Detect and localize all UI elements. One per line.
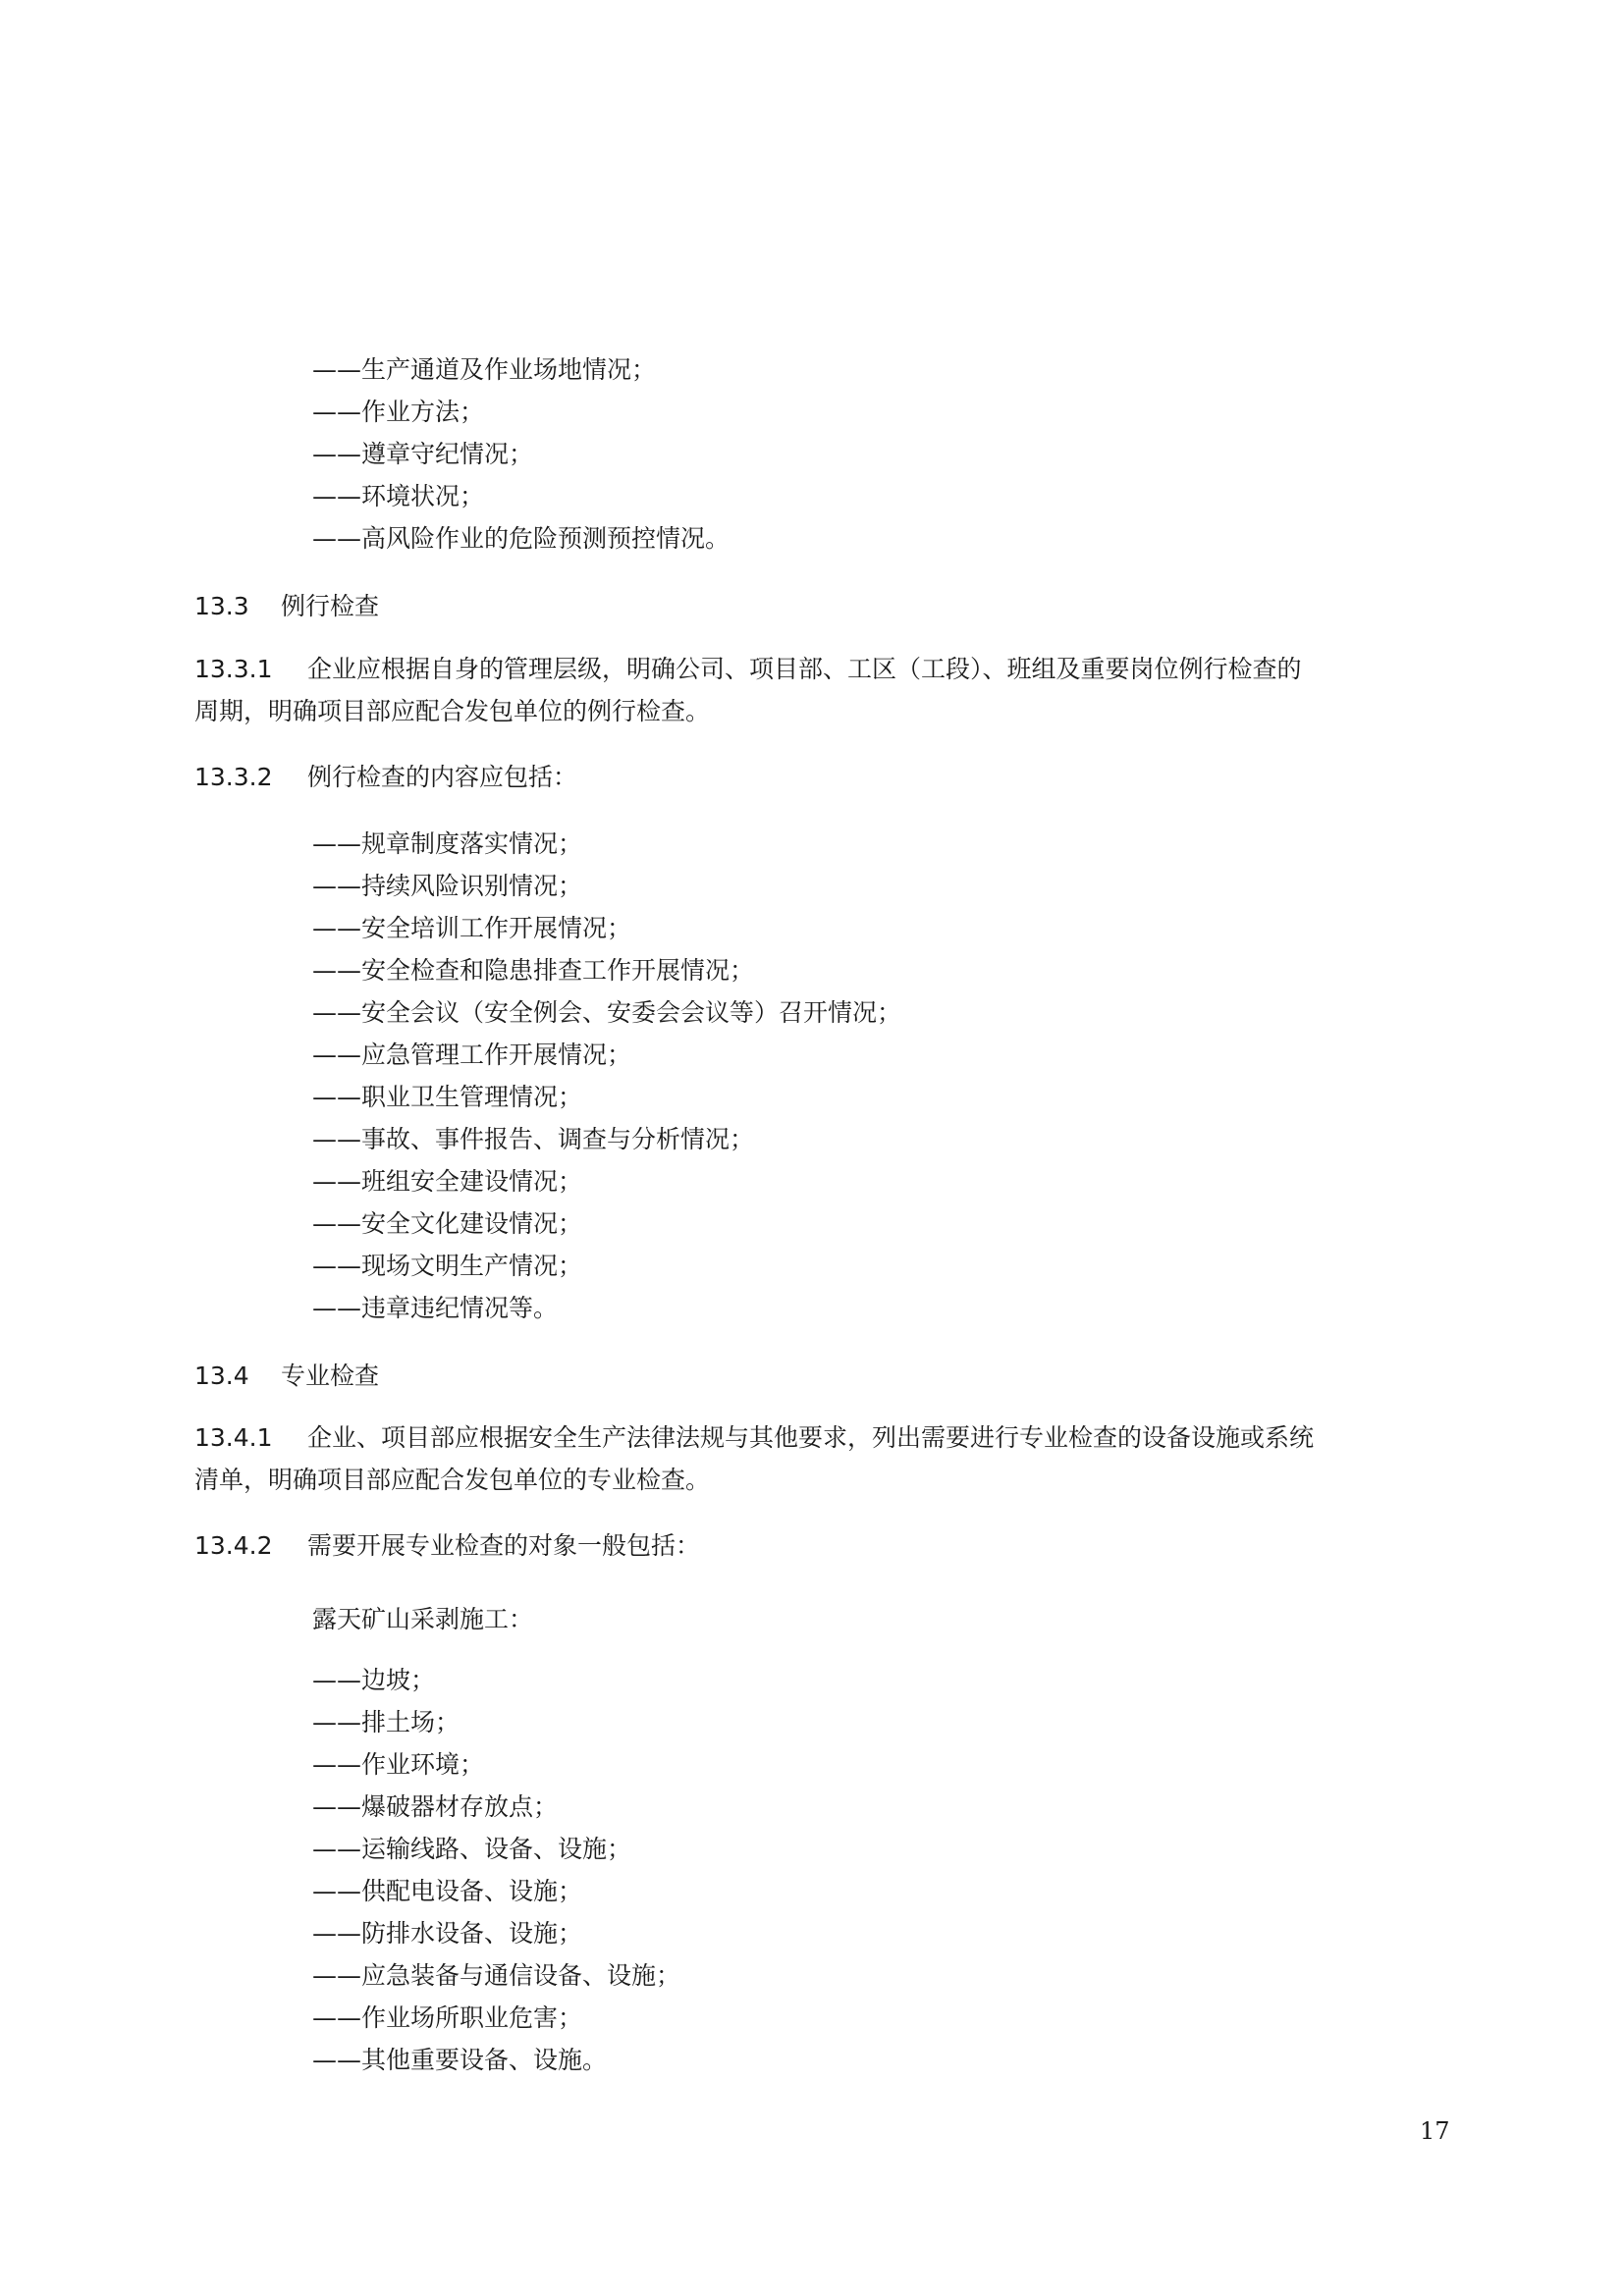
list-item: ——安全会议（安全例会、安委会会议等）召开情况； <box>312 998 902 1027</box>
page-number: 17 <box>1420 2117 1450 2145</box>
inspection-content-list-continued <box>312 348 730 560</box>
section-heading-13-4 <box>194 1355 379 1397</box>
clause-number: 13.3.2 <box>194 763 273 791</box>
clause-text-line2: 周期，明确项目部应配合发包单位的例行检查。 <box>194 697 711 725</box>
list-item: ——排土场； <box>312 1708 460 1736</box>
paragraph-13-4-1 <box>194 1416 1483 1501</box>
clause-number: 13.4.2 <box>194 1531 273 1560</box>
list-item: ——班组安全建设情况； <box>312 1167 583 1196</box>
clause-text-line1: 企业应根据自身的管理层级，明确公司、项目部、工区（工段）、班组及重要岗位例行检查的 <box>307 655 1302 683</box>
list-item: ——生产通道及作业场地情况； <box>312 355 657 384</box>
section-heading-13-3 <box>194 585 379 627</box>
routine-inspection-list <box>312 823 901 1329</box>
list-item: ——运输线路、设备、设施； <box>312 1835 632 1863</box>
list-item: ——高风险作业的危险预测预控情况。 <box>312 524 731 553</box>
list-item: ——事故、事件报告、调查与分析情况； <box>312 1125 755 1153</box>
clause-text-line1: 企业、项目部应根据安全生产法律法规与其他要求，列出需要进行专业检查的设备设施或系统 <box>307 1423 1315 1452</box>
list-item: ——作业环境； <box>312 1750 485 1779</box>
list-item: ——爆破器材存放点； <box>312 1792 559 1821</box>
clause-text: 例行检查的内容应包括： <box>307 763 578 791</box>
clause-text: 需要开展专业检查的对象一般包括： <box>307 1531 701 1560</box>
paragraph-13-4-2 <box>194 1524 1483 1567</box>
clause-number: 13.4.1 <box>194 1423 273 1452</box>
list-item: ——应急管理工作开展情况； <box>312 1041 632 1069</box>
list-item: ——遵章守纪情况； <box>312 440 534 468</box>
professional-inspection-list <box>312 1659 680 2081</box>
list-item: ——现场文明生产情况； <box>312 1252 583 1280</box>
list-item: ——防排水设备、设施； <box>312 1919 583 1948</box>
list-item: ——违章违纪情况等。 <box>312 1294 559 1322</box>
list-item: ——供配电设备、设施； <box>312 1877 583 1905</box>
paragraph-13-3-1 <box>194 648 1483 732</box>
list-item: ——持续风险识别情况； <box>312 872 583 900</box>
section-number: 13.4 <box>194 1362 249 1390</box>
section-title: 例行检查 <box>281 592 380 620</box>
list-item: ——边坡； <box>312 1666 436 1694</box>
clause-number: 13.3.1 <box>194 655 273 683</box>
list-item: ——职业卫生管理情况； <box>312 1083 583 1111</box>
list-item: ——其他重要设备、设施。 <box>312 2046 608 2074</box>
list-item: ——作业方法； <box>312 398 485 426</box>
section-title: 专业检查 <box>281 1362 380 1390</box>
list-item: ——安全检查和隐患排查工作开展情况； <box>312 956 755 985</box>
section-number: 13.3 <box>194 592 249 620</box>
list-item: ——规章制度落实情况； <box>312 829 583 858</box>
open-pit-subheading: 露天矿山采剥施工： <box>312 1605 534 1633</box>
list-item: ——应急装备与通信设备、设施； <box>312 1961 681 1990</box>
list-item: ——安全文化建设情况； <box>312 1209 583 1238</box>
clause-text-line2: 清单，明确项目部应配合发包单位的专业检查。 <box>194 1466 711 1494</box>
paragraph-13-3-2 <box>194 756 1483 798</box>
list-item: ——环境状况； <box>312 482 485 510</box>
list-item: ——作业场所职业危害； <box>312 2003 583 2032</box>
list-item: ——安全培训工作开展情况； <box>312 914 632 942</box>
